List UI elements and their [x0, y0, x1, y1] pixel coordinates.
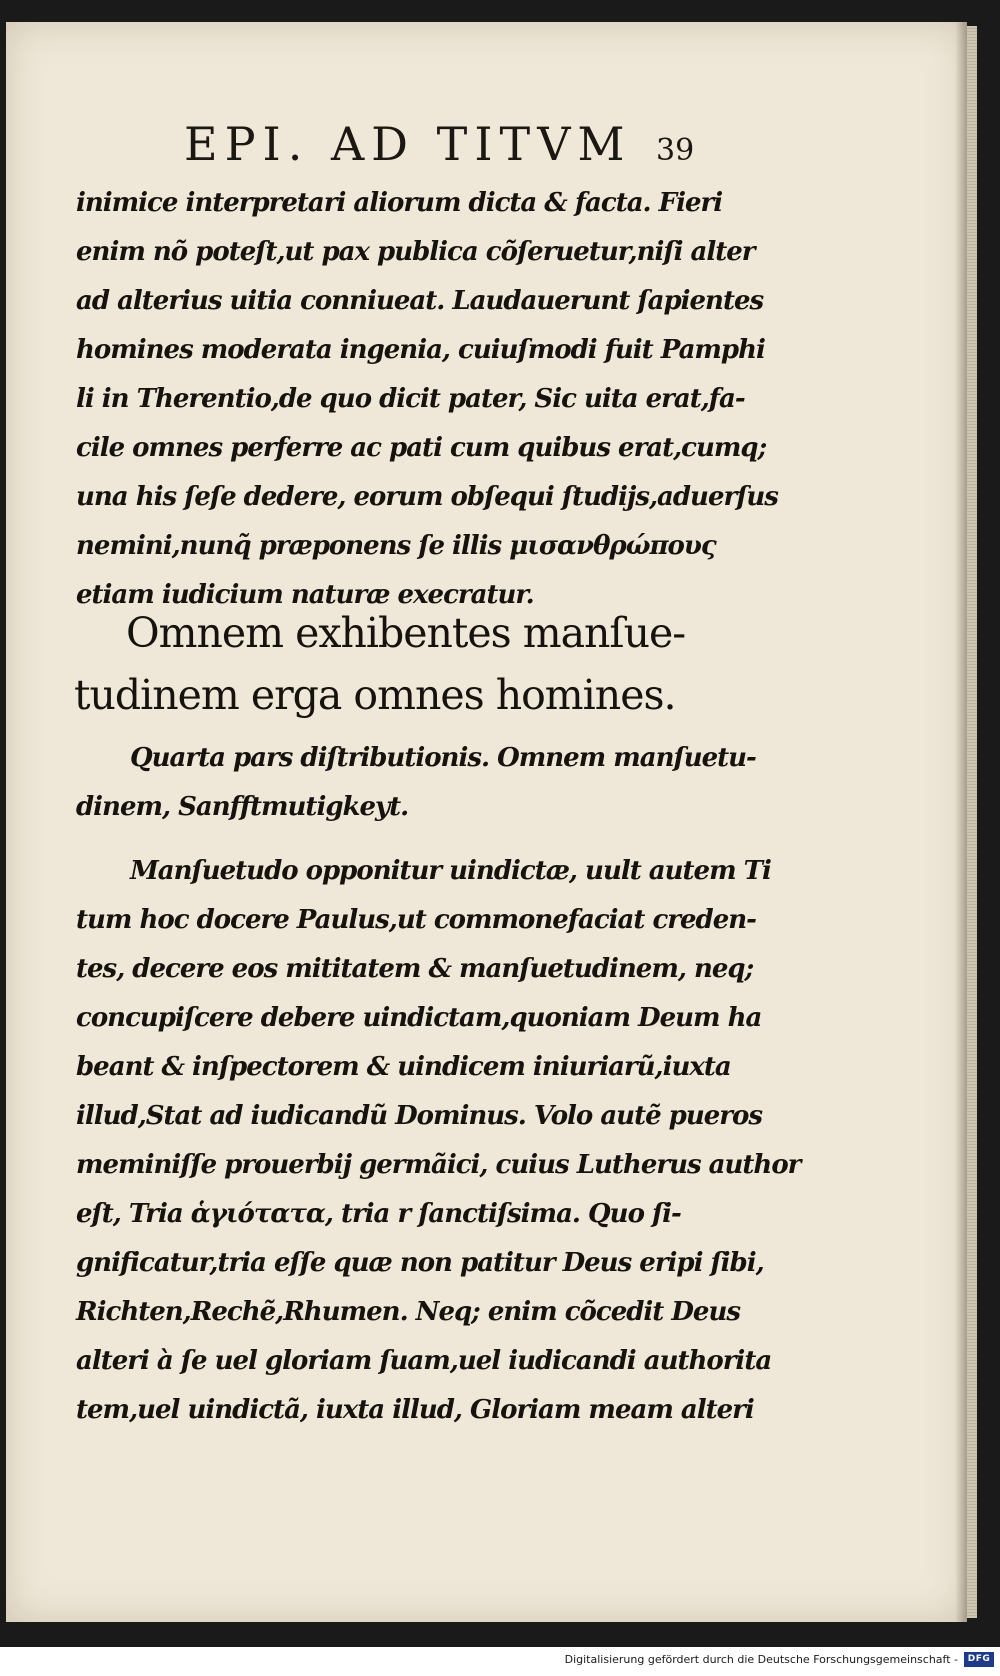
text-line: inimice interpretari aliorum dicta & facta. Fieri	[76, 188, 723, 218]
text-line: eſt, Tria ἁγιότατα, tria r ſanctiſsima. Quo ſi-	[76, 1199, 681, 1229]
text-line: illud,Stat ad iudicandũ Dominus. Volo autẽ pueros	[76, 1101, 762, 1131]
digitization-footer	[0, 1647, 1000, 1676]
paragraph-continuation	[76, 179, 778, 620]
text-line: li in Therentio,de quo dicit pater, Sic uita erat,fa-	[76, 384, 745, 414]
text-line: alteri à ſe uel gloriam ſuam,uel iudicandi authorita	[76, 1346, 772, 1376]
page-fore-edge	[967, 26, 977, 1618]
page-number: 39	[656, 133, 695, 168]
text-line: ad alterius uitia conniueat. Laudauerunt ſapientes	[76, 286, 764, 316]
text-line: gnificatur,tria eſſe quæ non patitur Deus eripi ſibi,	[76, 1248, 764, 1278]
book-page	[6, 22, 967, 1622]
text-line: Quarta pars diſtributionis. Omnem manſuetu-	[130, 743, 756, 773]
lemma-line: tudinem erga omnes homines.	[74, 671, 676, 719]
lemma-heading	[74, 602, 726, 726]
text-line: cile omnes perferre ac pati cum quibus erat,cumq;	[76, 433, 767, 463]
text-line: enim nõ poteſt,ut pax publica cõſeruetur,niſi alter	[76, 237, 755, 267]
text-line: dinem, Sanfftmutigkeyt.	[76, 792, 409, 822]
dfg-logo: DFG	[964, 1652, 994, 1667]
text-line: tum hoc docere Paulus,ut commonefaciat creden-	[76, 905, 756, 935]
running-title: EPI. AD TITVM	[184, 117, 632, 171]
text-line: tem,uel uindictã, iuxta illud, Gloriam meam alteri	[76, 1395, 754, 1425]
text-line: nemini,nunq̃ præponens ſe illis μισανθρώπους	[76, 531, 716, 561]
text-line: homines moderata ingenia, cuiuſmodi fuit Pamphi	[76, 335, 765, 365]
text-line: Richten,Rechẽ,Rhumen. Neq; enim cõcedit Deus	[76, 1297, 740, 1327]
page-header	[6, 117, 967, 177]
funding-credit: Digitalisierung gefördert durch die Deutsche Forschungsgemeinschaft -	[564, 1653, 958, 1666]
text-line: tes, decere eos mititatem & manſuetudinem, neq;	[76, 954, 754, 984]
text-line: Manſuetudo opponitur uindictæ, uult autem Ti	[130, 856, 771, 886]
text-line: una his ſeſe dedere, eorum obſequi ſtudijs,aduerſus	[76, 482, 778, 512]
commentary-text	[76, 734, 801, 1435]
lemma-line: Omnem exhibentes manſue-	[126, 609, 686, 657]
text-line: etiam iudicium naturæ execratur.	[76, 580, 534, 610]
text-line: concupiſcere debere uindictam,quoniam Deum ha	[76, 1003, 762, 1033]
text-line: beant & inſpectorem & uindicem iniuriarũ,iuxta	[76, 1052, 731, 1082]
text-line: meminiſſe prouerbij germãici, cuius Lutherus author	[76, 1150, 801, 1180]
